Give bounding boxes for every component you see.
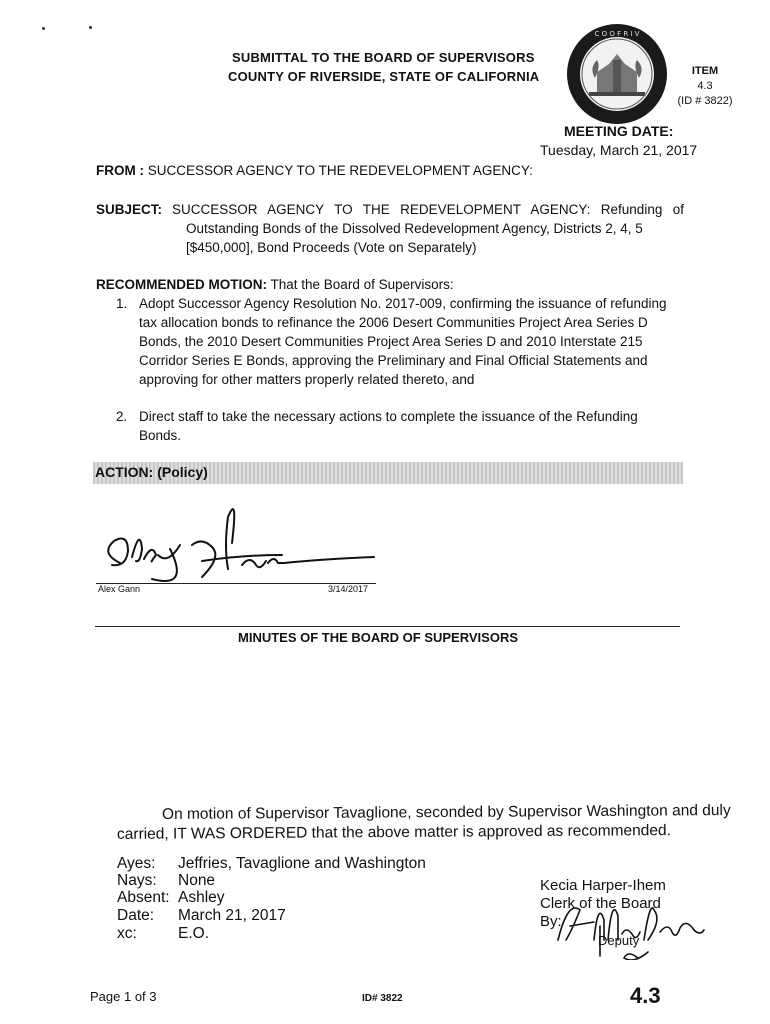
meeting-date-value: Tuesday, March 21, 2017 xyxy=(540,142,698,158)
motion-item-number: 2. xyxy=(116,409,128,424)
vote-table xyxy=(117,853,457,963)
motion-item-line: Bonds. xyxy=(139,428,182,443)
motion-item-line: Corridor Series E Bonds, approving the Preliminary and Final Official Statements and xyxy=(139,353,648,368)
vote-label: Ayes: xyxy=(117,855,156,872)
scan-speck xyxy=(42,27,45,30)
motion-item-number: 1. xyxy=(116,296,128,311)
scan-speck xyxy=(89,26,92,29)
clerk-by: By: xyxy=(540,913,562,930)
svg-text:C O O F R I V: C O O F R I V xyxy=(594,30,640,38)
subject-line3: [$450,000], Bond Proceeds (Vote on Separately) xyxy=(186,240,477,255)
vote-value: None xyxy=(178,872,216,889)
clerk-signature xyxy=(548,880,718,960)
recommended-motion-heading xyxy=(96,276,454,294)
submittal-header-line1: SUBMITTAL TO THE BOARD OF SUPERVISORS xyxy=(232,50,535,65)
motion-item-line: tax allocation bonds to refinance the 2006 Desert Communities Project Area Series D xyxy=(139,315,648,330)
submittal-header-line2: COUNTY OF RIVERSIDE, STATE OF CALIFORNIA xyxy=(228,69,540,84)
motion-item-line: Direct staff to take the necessary actions to complete the issuance of the Refunding xyxy=(139,409,638,424)
vote-value: March 21, 2017 xyxy=(178,907,286,924)
recommended-motion-intro: That the Board of Supervisors: xyxy=(270,277,454,292)
signature-date: 3/14/2017 xyxy=(328,584,369,594)
vote-value: Ashley xyxy=(178,889,225,906)
from-text: SUCCESSOR AGENCY TO THE REDEVELOPMENT AGENCY: xyxy=(147,163,533,178)
vote-value: E.O. xyxy=(178,925,210,942)
item-number: 4.3 xyxy=(697,80,713,92)
minutes-title: MINUTES OF THE BOARD OF SUPERVISORS xyxy=(238,630,519,645)
subject-line1: SUCCESSOR AGENCY TO THE REDEVELOPMENT AGENCY: Refunding of xyxy=(172,202,684,217)
footer-item-number: 4.3 xyxy=(630,983,661,1008)
signer-name: Alex Gann xyxy=(98,584,141,594)
vote-label: Date: xyxy=(117,907,155,924)
motion-item-line: Adopt Successor Agency Resolution No. 2017-009, confirming the issuance of refunding xyxy=(139,296,667,311)
handwritten-signature xyxy=(92,505,392,595)
item-label: ITEM xyxy=(691,65,719,77)
item-id: (ID # 3822) xyxy=(677,95,733,107)
meeting-date-label: MEETING DATE: xyxy=(564,123,674,139)
page-number: Page 1 of 3 xyxy=(90,989,157,1004)
motion-item-line: Bonds, the 2010 Desert Communities Project Area Series D and 2010 Interstate 215 xyxy=(139,334,643,349)
action-bar xyxy=(93,462,683,484)
signature-block xyxy=(92,505,392,595)
clerk-deputy: Deputy xyxy=(598,933,640,948)
vote-label: Nays: xyxy=(117,872,157,889)
minutes-line2: carried, IT WAS ORDERED that the above matter is approved as recommended. xyxy=(116,822,671,843)
county-seal-icon xyxy=(565,22,669,126)
vote-label: Absent: xyxy=(117,889,170,906)
item-block xyxy=(670,64,740,109)
from-line xyxy=(96,162,533,180)
motion-item-line: approving for other matters properly related thereto, and xyxy=(139,372,475,387)
footer-id: ID# 3822 xyxy=(362,993,403,1004)
minutes-rule xyxy=(95,626,680,627)
subject-line2: Outstanding Bonds of the Dissolved Redevelopment Agency, Districts 2, 4, 5 xyxy=(186,221,643,236)
recommended-motion-label: RECOMMENDED MOTION: xyxy=(96,277,267,292)
clerk-name: Kecia Harper-Ihem xyxy=(540,877,666,894)
minutes-line1: On motion of Supervisor Tavaglione, seconded by Supervisor Washington and duly xyxy=(161,802,731,823)
vote-label: xc: xyxy=(117,925,137,942)
subject-label: SUBJECT: xyxy=(96,202,163,217)
action-label: ACTION: (Policy) xyxy=(95,464,208,480)
from-label: FROM : xyxy=(96,163,144,178)
clerk-title: Clerk of the Board xyxy=(540,895,661,912)
vote-value: Jeffries, Tavaglione and Washington xyxy=(178,855,426,872)
